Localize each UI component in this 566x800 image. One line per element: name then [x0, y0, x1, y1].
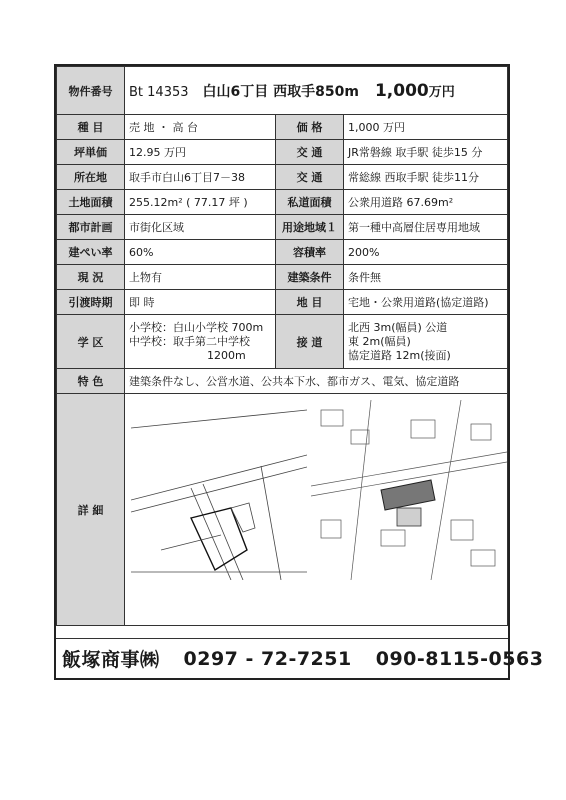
city-planning-label: 都市計画	[57, 215, 125, 240]
building-condition-value: 条件無	[344, 265, 508, 290]
zoning-value: 第一種中高層住居専用地域	[344, 215, 508, 240]
row-location	[57, 165, 508, 190]
coverage-value: 60%	[125, 240, 276, 265]
city-planning-value: 市街化区域	[125, 215, 276, 240]
school-label: 学 区	[57, 315, 125, 369]
private-road-label: 私道面積	[276, 190, 344, 215]
zoning-label: 用途地域１	[276, 215, 344, 240]
area-map	[311, 400, 507, 580]
type-label: 種 目	[57, 115, 125, 140]
property-code: Bt 14353	[129, 84, 189, 100]
access-line-3: 協定道路 12m(接面)	[348, 348, 451, 362]
location-label: 所在地	[57, 165, 125, 190]
detail-maps	[125, 394, 508, 626]
private-road-value: 公衆用道路 67.69m²	[344, 190, 508, 215]
row-detail	[57, 394, 508, 626]
handover-label: 引渡時期	[57, 290, 125, 315]
transport-value-1: JR常磐線 取手駅 徒歩15 分	[344, 140, 508, 165]
title-row	[57, 67, 508, 115]
row-features	[57, 369, 508, 394]
access-value	[344, 315, 508, 369]
land-area-value: 255.12m² ( 77.17 坪 )	[125, 190, 276, 215]
type-value: 売 地 ・ 高 台	[125, 115, 276, 140]
school-line-3: 1200m	[207, 348, 246, 362]
detail-label: 詳 細	[57, 394, 125, 626]
transport-value-2: 常総線 西取手駅 徒歩11分	[344, 165, 508, 190]
row-city-planning	[57, 215, 508, 240]
unit-price-value: 12.95 万円	[125, 140, 276, 165]
status-label: 現 況	[57, 265, 125, 290]
property-title: 白山6丁目 西取手850m	[202, 83, 359, 100]
row-coverage	[57, 240, 508, 265]
price-label: 価 格	[276, 115, 344, 140]
phone-mobile: 090-8115-0563	[375, 647, 544, 670]
row-handover	[57, 290, 508, 315]
handover-value: 即 時	[125, 290, 276, 315]
unit-price-label: 坪単価	[57, 140, 125, 165]
row-unit-price	[57, 140, 508, 165]
floor-ratio-value: 200%	[344, 240, 508, 265]
status-value: 上物有	[125, 265, 276, 290]
building-condition-label: 建築条件	[276, 265, 344, 290]
features-label: 特 色	[57, 369, 125, 394]
access-label: 接 道	[276, 315, 344, 369]
coverage-label: 建ぺい率	[57, 240, 125, 265]
row-school-access	[57, 315, 508, 369]
company-name: 飯塚商事㈱	[62, 649, 160, 671]
property-id-label: 物件番号	[57, 67, 125, 115]
features-value: 建築条件なし、公営水道、公共本下水、都市ガス、電気、協定道路	[125, 369, 508, 394]
cadastral-map	[131, 400, 307, 580]
school-line-2: 中学校：取手第二中学校	[129, 334, 250, 348]
access-line-2: 東 2m(幅員)	[348, 334, 411, 348]
price-value: 1,000 万円	[344, 115, 508, 140]
contact-footer	[56, 638, 544, 678]
school-line-1: 小学校：白山小学校 700m	[129, 320, 264, 334]
phone-office: 0297 - 72-7251	[183, 647, 352, 670]
price-unit: 万円	[428, 84, 455, 100]
access-line-1: 北西 3m(幅員) 公道	[348, 320, 448, 334]
transport-label-2: 交 通	[276, 165, 344, 190]
floor-ratio-label: 容積率	[276, 240, 344, 265]
property-sheet	[54, 64, 544, 680]
land-category-label: 地 目	[276, 290, 344, 315]
row-type	[57, 115, 508, 140]
property-price: 1,000	[374, 80, 429, 101]
school-value	[125, 315, 276, 369]
cadastral-map-drawing	[131, 400, 307, 580]
location-value: 取手市白山6丁目7－38	[125, 165, 276, 190]
land-area-label: 土地面積	[57, 190, 125, 215]
row-status	[57, 265, 508, 290]
area-map-drawing	[311, 400, 507, 580]
transport-label-1: 交 通	[276, 140, 344, 165]
listing-title	[125, 67, 508, 115]
property-table	[56, 66, 508, 626]
land-category-value: 宅地・公衆用道路(協定道路)	[344, 290, 508, 315]
row-land-area	[57, 190, 508, 215]
